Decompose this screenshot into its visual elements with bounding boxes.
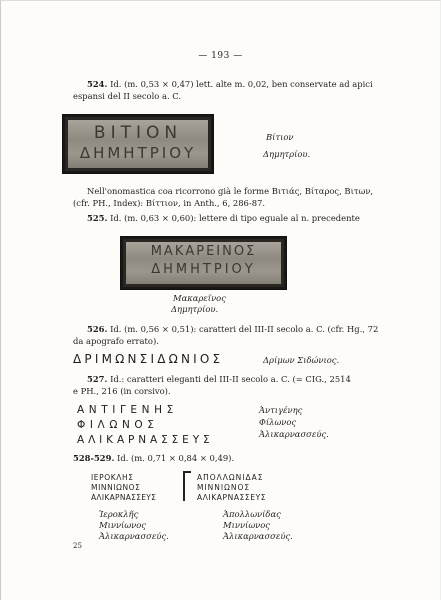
transcription-528-line1: Ἱεροκλῆς — [99, 509, 139, 519]
transcription-528-line2: Μιννίωνος — [99, 520, 146, 530]
entry-526-number: 526. — [87, 324, 108, 334]
entry-524-description: Id. (m. 0,53 × 0,47) lett. alte m. 0,02, ben conservate ad apici — [110, 79, 373, 89]
transcription-529-line1: Ἀπολλωνίδας — [223, 509, 281, 519]
transcription-529-line3: Ἀλικαρνασσεύς. — [223, 531, 293, 541]
entry-524-commentary: Nell'onomastica coa ricorrono già le forme Βιτιάς, Βίταρος, Βιτων, — [87, 186, 374, 196]
photo-inscription-525 — [120, 236, 287, 290]
transcription-528-line3: Ἀλικαρνασσεύς. — [99, 531, 169, 541]
footer-signature: 25 — [73, 542, 82, 550]
inscription-528-line2: ΜΙΝΝΙΩΝΟΣ — [91, 483, 141, 492]
stone-525-line2: ΔΗΜΗΤΡΙΟΥ — [151, 262, 256, 277]
transcription-529-line2: Μιννίωνος — [223, 520, 270, 530]
entry-524-commentary-cont: (cfr. PH., Index): Βίττιον, in Anth., 6, 286-87. — [73, 198, 266, 208]
inscription-527-line1: ΑΝΤΙΓΕΝΗΣ — [77, 404, 178, 416]
transcription-525-line2: Δημητρίου. — [171, 304, 219, 314]
stone-524-line1: ΒΙΤΙΟΝ — [93, 123, 183, 143]
entry-527-description: Id.: caratteri eleganti del III-II secolo a. C. (= CIG., 2514 — [110, 374, 351, 384]
inscription-528-line3: ΑΛΙΚΑΡΝΑΣΣΕΥΣ — [91, 493, 157, 502]
entry-528-description: Id. (m. 0,71 × 0,84 × 0,49). — [117, 453, 235, 463]
inscription-529-line3: ΑΛΙΚΑΡΝΑΣΣΕΥΣ — [197, 493, 267, 502]
entry-524-description-cont: espansi del II secolo a. C. — [73, 91, 182, 101]
inscription-529-line1: ΑΠΟΛΛΩΝΙΔΑΣ — [197, 473, 264, 482]
entry-527-description-cont: e PH., 216 (in corsivo). — [73, 386, 171, 396]
inscription-527-line3: ΑΛΙΚΑΡΝΑΣΣΕΥΣ — [77, 434, 214, 446]
transcription-526: Δρίμων Σιδώνιος. — [263, 355, 340, 365]
stone-525-line1: ΜΑΚΑΡΕΙΝΟΣ — [150, 244, 257, 259]
entry-525-description: Id. (m. 0,63 × 0,60): lettere di tipo eguale al n. precedente — [110, 213, 360, 223]
stone-525 — [126, 242, 281, 284]
inscription-528-line1: ΙΕΡΟΚΛΗΣ — [91, 473, 134, 482]
entry-526-description-cont: da apografo errato). — [73, 336, 159, 346]
entry-525-header — [87, 213, 360, 224]
entry-526-description: Id. (m. 0,56 × 0,51): caratteri del III-II secolo a. C. (cfr. Hg., 72 — [110, 324, 379, 334]
transcription-525-line1: Μακαρεῖνος — [173, 293, 226, 303]
entry-528-header — [73, 453, 234, 464]
entry-524-number: 524. — [87, 79, 108, 89]
photo-inscription-524 — [62, 114, 214, 174]
inscription-529-line2: ΜΙΝΝΙΩΝΟΣ — [197, 483, 251, 492]
transcription-527-line3: Ἀλικαρνασσεύς. — [259, 429, 329, 439]
transcription-524-line1: Βίτιον — [266, 132, 294, 142]
entry-526-header — [87, 324, 378, 335]
transcription-527-line1: Ἀντιγένης — [259, 405, 303, 415]
inscription-527-line2: ΦΙΛΩΝΟΣ — [77, 419, 159, 431]
page-number: — 193 — — [198, 51, 243, 61]
entry-528-number: 528-529. — [73, 453, 115, 463]
stone-524-line2: ΔΗΜΗΤΡΙΟΥ — [79, 144, 197, 162]
transcription-527-line2: Φίλωνος — [259, 417, 297, 427]
inscription-526: ΔΡΙΜΩΝΣΙΔΩΝΙΟΣ — [73, 352, 224, 366]
entry-524-header — [87, 79, 373, 90]
stone-524 — [68, 120, 208, 168]
entry-527-number: 527. — [87, 374, 108, 384]
entry-527-header — [87, 374, 351, 385]
transcription-524-line2: Δημητρίου. — [263, 149, 311, 159]
entry-525-number: 525. — [87, 213, 108, 223]
stone-corner-mark — [183, 471, 191, 501]
